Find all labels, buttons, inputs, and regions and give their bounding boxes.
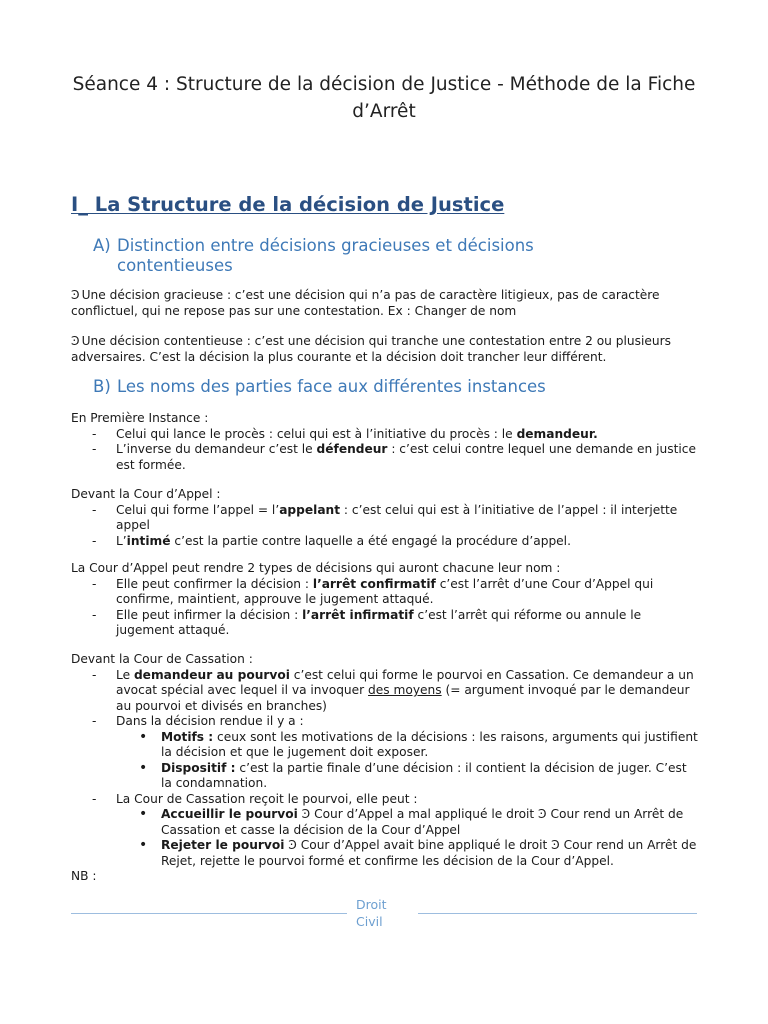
nb-label: NB : — [71, 869, 97, 883]
block-types-decisions — [71, 561, 699, 639]
paragraph-gracieuse: Ͽ Une décision gracieuse : c’est une décision qui n’a pas de caractère litigieux, pas de caractère conflictuel, qui ne repose pas sur une contestation. Ex : Changer de nom — [71, 288, 660, 318]
subsection-a-title-line1: Distinction entre décisions gracieuses et décisions — [117, 236, 534, 255]
footer-divider-right — [418, 913, 697, 914]
cassation-intro: Devant la Cour de Cassation : — [71, 652, 253, 666]
page-title: Séance 4 : Structure de la décision de Justice - Méthode de la Fiche d’Arrêt — [72, 74, 696, 122]
section-heading: I_ La Structure de la décision de Justice — [71, 193, 505, 216]
list-item: - Le demandeur au pourvoi c’est celui qui forme le pourvoi en Cassation. Ce demandeur a un avocat spécial avec lequel il va invoquer des moyens (= argument invoqué par le demandeur au pourvoi et divisés en branches) — [71, 668, 699, 715]
types-intro: La Cour d’Appel peut rendre 2 types de décisions qui auront chacune leur nom : — [71, 561, 561, 575]
subsection-b-title: Les noms des parties face aux différentes instances — [117, 377, 546, 396]
sub-list-item: • Rejeter le pourvoi Ͽ Cour d’Appel avait bine appliqué le droit Ͽ Cour rend un Arrêt de Rejet, rejette le pourvoi formé et confirme les décision de la Cour d’Appel. — [116, 838, 699, 869]
list-item: - Celui qui lance le procès : celui qui est à l’initiative du procès : le demandeur. — [71, 427, 699, 443]
appel-intro: Devant la Cour d’Appel : — [71, 487, 221, 501]
subsection-b-number: B) — [93, 377, 111, 396]
subsection-a-title-line2: contentieuses — [117, 256, 233, 275]
list-item: - L’inverse du demandeur c’est le défendeur : c’est celui contre lequel une demande en justice est formée. — [71, 442, 699, 473]
sub-list-item: • Motifs : ceux sont les motivations de la décisions : les raisons, arguments qui justifient la décision et que le jugement doit exposer. — [116, 730, 699, 761]
arrow-icon: Ͽ — [71, 334, 80, 348]
subsection-a-number: A) — [93, 236, 111, 255]
list-item: - Elle peut confirmer la décision : l’arrêt confirmatif c’est l’arrêt d’une Cour d’Appel qui confirme, maintient, approuve le jugement attaqué. — [71, 577, 699, 608]
arrow-icon: Ͽ — [71, 288, 80, 302]
block-premiere-instance — [71, 411, 699, 473]
subsection-a-heading — [0, 236, 768, 278]
block-cour-cassation — [71, 652, 699, 885]
list-item: - Dans la décision rendue il y a : • Motifs : ceux sont les motivations de la décisions : les raisons, arguments qui justifient la décision et que le jugement doit exposer. • Dispositif : c’est la partie finale d’une décision : il contient la décision de juger. C’est la condamnation. — [71, 714, 699, 792]
sub-list-item: • Dispositif : c’est la partie finale d’une décision : il contient la décision de juger. C’est la condamnation. — [116, 761, 699, 792]
list-item: - L’intimé c’est la partie contre laquelle a été engagé la procédure d’appel. — [71, 534, 699, 550]
list-item: - Celui qui forme l’appel = l’appelant : c’est celui qui est à l’initiative de l’appel : il interjette appel — [71, 503, 699, 534]
subsection-b-heading — [0, 377, 768, 399]
list-item: - Elle peut infirmer la décision : l’arrêt infirmatif c’est l’arrêt qui réforme ou annule le jugement attaqué. — [71, 608, 699, 639]
paragraph-contentieuse: Ͽ Une décision contentieuse : c’est une décision qui tranche une contestation entre 2 ou plusieurs adversaires. C’est la décision la plus courante et la décision doit trancher leur différent. — [71, 334, 671, 364]
footer-divider-left — [71, 913, 347, 914]
sub-list-item: • Accueillir le pourvoi Ͽ Cour d’Appel a mal appliqué le droit Ͽ Cour rend un Arrêt de Cassation et casse la décision de la Cour d’Appel — [116, 807, 699, 838]
block-cour-appel — [71, 487, 699, 549]
list-item: - La Cour de Cassation reçoit le pourvoi, elle peut : • Accueillir le pourvoi Ͽ Cour d’Appel a mal appliqué le droit Ͽ Cour rend un Arrêt de Cassation et casse la décision de la Cour d’Appel • Rejeter le pourvoi Ͽ Cour d’Appel avait bine appliqué le droit Ͽ Cour rend un Arrêt de Rejet, rejette le pourvoi formé et confirme les décision de la Cour d’Appel. — [71, 792, 699, 870]
premiere-intro: En Première Instance : — [71, 411, 209, 425]
footer-label: Droit Civil — [356, 897, 387, 929]
